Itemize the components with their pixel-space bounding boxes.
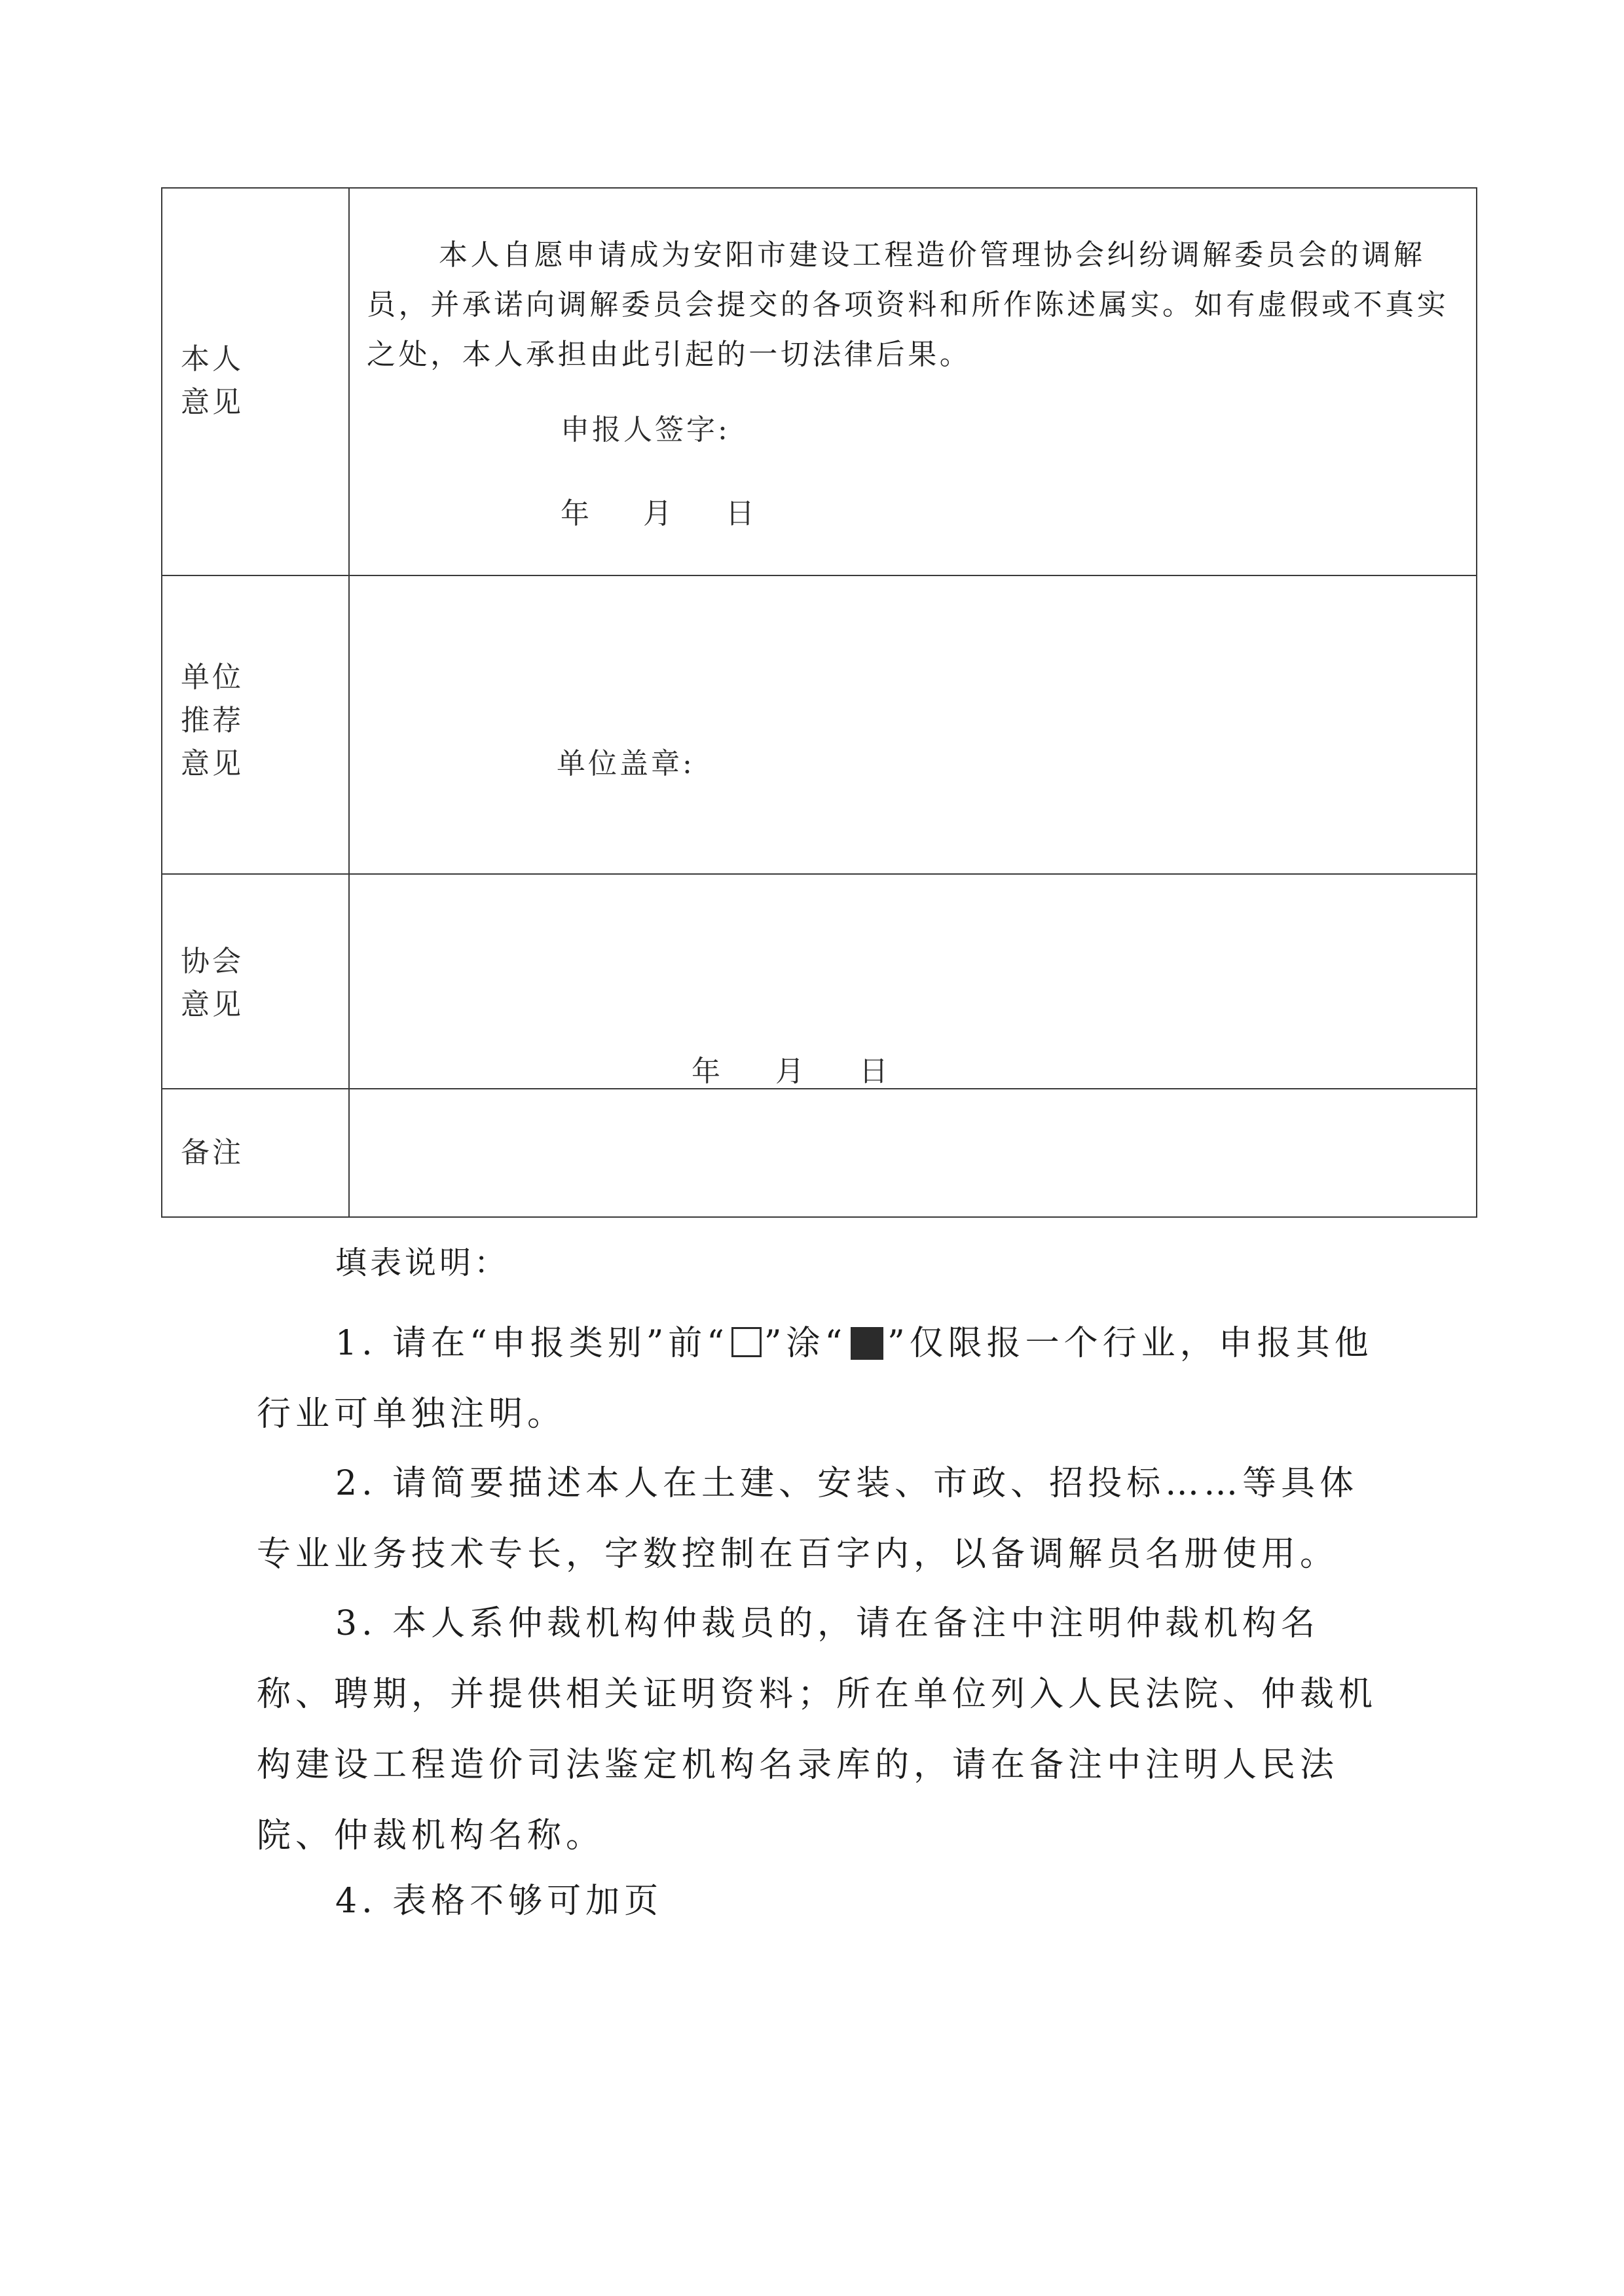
row-label-line: 备注 <box>181 1136 244 1169</box>
content-cell-personal-opinion[interactable] <box>349 188 1477 575</box>
row-label-line: 本人 <box>181 342 244 376</box>
label-cell-personal-opinion <box>162 188 349 575</box>
date-month-label: 月 <box>775 1055 804 1088</box>
date-year-label: 年 <box>692 1055 720 1088</box>
empty-checkbox-icon <box>731 1327 762 1357</box>
label-cell-remarks <box>162 1089 349 1217</box>
content-cell-unit-recommendation[interactable] <box>349 575 1477 874</box>
label-cell-unit-recommendation <box>162 575 349 874</box>
date-year-label: 年 <box>561 497 589 530</box>
instruction-1-text-b: ”涂“ <box>764 1324 847 1363</box>
row-label <box>181 940 244 1027</box>
signature-date <box>561 490 754 532</box>
row-label-line: 意见 <box>181 988 244 1021</box>
self-declaration-statement: 本人自愿申请成为安阳市建设工程造价管理协会纠纷调解委员会的调解员，并承诺向调解委员会提交的各项资料和所作陈述属实。如有虚假或不真实之处，本人承担由此引起的一切法律后果。 <box>367 238 1449 371</box>
label-cell-association-opinion <box>162 874 349 1089</box>
row-label-line: 意见 <box>181 747 244 780</box>
row-remarks <box>162 1089 1477 1217</box>
instruction-item-1 <box>257 1308 1383 1449</box>
application-form-table <box>161 187 1477 1218</box>
instruction-1-text-a: 1. 请在“申报类别”前“ <box>335 1324 729 1363</box>
instruction-item-2: 2. 请简要描述本人在土建、安装、市政、招投标……等具体专业业务技术专长，字数控制在百字内，以备调解员名册使用。 <box>257 1464 1359 1574</box>
row-personal-opinion <box>162 188 1477 575</box>
instruction-1-text-c: ”仅限报一个行业，申报其他行业可单独注明。 <box>257 1324 1373 1434</box>
filled-checkbox-icon <box>851 1327 883 1360</box>
row-label-line: 协会 <box>181 945 244 978</box>
row-label-line: 意见 <box>181 386 244 419</box>
date-day-label: 日 <box>726 497 754 530</box>
association-date <box>692 1048 888 1089</box>
row-label <box>181 656 244 786</box>
unit-stamp-label: 单位盖章: <box>557 747 695 780</box>
row-label <box>181 338 244 424</box>
row-label-line: 单位 <box>181 661 244 694</box>
row-label <box>181 1131 244 1175</box>
date-month-label: 月 <box>643 497 672 530</box>
content-cell-association-opinion[interactable] <box>349 874 1477 1089</box>
date-day-label: 日 <box>859 1055 888 1088</box>
instruction-item-3: 3. 本人系仲裁机构仲裁员的，请在备注中注明仲裁机构名称、聘期，并提供相关证明资料；所在单位列入人民法院、仲裁机构建设工程造价司法鉴定机构名录库的，请在备注中注明人民法院、仲裁机构名称。 <box>257 1604 1378 1855</box>
instructions-title: 填表说明： <box>335 1245 509 1281</box>
row-unit-recommendation <box>162 575 1477 874</box>
row-association-opinion <box>162 874 1477 1089</box>
row-label-line: 推荐 <box>181 704 244 737</box>
applicant-signature-label: 申报人签字: <box>561 413 730 446</box>
content-cell-remarks[interactable] <box>349 1089 1477 1217</box>
instruction-item-4: 4. 表格不够可加页 <box>335 1882 663 1921</box>
